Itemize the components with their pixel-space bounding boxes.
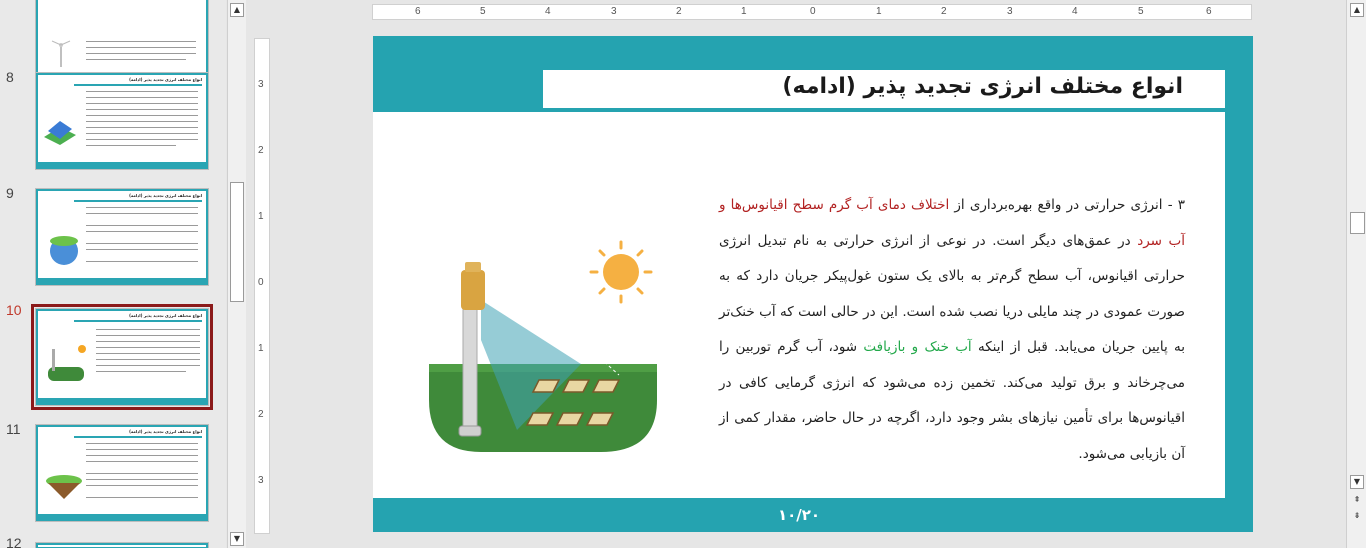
ruler-label: 1 xyxy=(741,6,747,17)
ruler-label: 5 xyxy=(1138,6,1144,17)
scroll-up-button[interactable]: ▲ xyxy=(230,3,244,17)
ruler-label: 4 xyxy=(545,6,551,17)
thumbnail-title: انواع مختلف انرژی تجدید پذیر (ادامه) xyxy=(74,428,202,438)
title-box[interactable] xyxy=(544,70,1225,108)
title-accent-block xyxy=(373,70,543,108)
ruler-label: 0 xyxy=(258,277,264,288)
ruler-label: 1 xyxy=(258,343,264,354)
solar-panel-icon xyxy=(40,113,80,153)
slide-number: 8 xyxy=(6,69,14,85)
vertical-ruler xyxy=(254,38,270,534)
thumbnail-title: انواع مختلف انرژی تجدید پذیر (ادامه) xyxy=(74,192,202,202)
ruler-label: 3 xyxy=(1007,6,1013,17)
ruler-label: 3 xyxy=(611,6,617,17)
thumbnail-title: انواع مختلف انرژی تجدید پذیر (ادامه) xyxy=(74,76,202,86)
body-text-segment: ۳ - انرژی حرارتی در واقع بهره‌برداری از xyxy=(949,197,1185,213)
slide-body-text[interactable] xyxy=(719,188,1185,472)
ruler-label: 2 xyxy=(676,6,682,17)
thumbnail-scrollbar[interactable] xyxy=(227,0,246,548)
slide-thumbnail[interactable] xyxy=(35,542,209,548)
slide-thumbnail[interactable] xyxy=(35,424,209,522)
slide-content-area xyxy=(373,70,1225,498)
highlight-red-text: اختلاف دمای آب گرم سطح اقیانوس‌ها و آب سرد xyxy=(719,197,1185,249)
slide-thumbnail-selected[interactable] xyxy=(35,308,209,406)
slide-number: 11 xyxy=(6,421,21,437)
slide-number: 12 xyxy=(6,535,22,548)
ocean-thermal-icon xyxy=(44,339,88,387)
scrollbar-thumb[interactable] xyxy=(230,182,244,302)
ruler-label: 0 xyxy=(810,6,816,17)
ruler-label: 3 xyxy=(258,475,264,486)
title-underline xyxy=(373,108,1225,112)
wind-turbine-icon xyxy=(44,39,78,67)
ruler-label: 2 xyxy=(941,6,947,17)
thumbnail-title: انواع مختلف انرژی تجدید پذیر (ادامه) xyxy=(74,312,202,322)
ruler-label: 1 xyxy=(876,6,882,17)
highlight-green-text: آب خنک و بازیافت xyxy=(863,339,972,355)
editor-scrollbar[interactable] xyxy=(1346,0,1366,548)
ocean-thermal-illustration[interactable] xyxy=(421,230,661,464)
slide-thumbnail[interactable] xyxy=(35,188,209,286)
ruler-label: 4 xyxy=(1072,6,1078,17)
floating-island-icon xyxy=(44,467,84,505)
horizontal-ruler xyxy=(372,4,1252,20)
ruler-label: 2 xyxy=(258,409,264,420)
slide-title[interactable]: انواع مختلف انرژی تجدید پذیر (ادامه) xyxy=(782,74,1183,99)
body-text-segment: شود، آب گرم توربین را می‌چرخاند و برق تولید می‌کند. تخمین زده می‌شود که انرژی گرمایی کافی در اقیانوس‌ها برای تأمین نیازهای بشر وجود دارد، اگرچه در حال حاضر، مقدار کمی از آن بازیابی می‌شود. xyxy=(719,339,1185,462)
ruler-label: 3 xyxy=(258,79,264,90)
scroll-down-button[interactable]: ▼ xyxy=(1350,475,1364,489)
slide-thumbnail[interactable] xyxy=(35,72,209,170)
slide-number: 9 xyxy=(6,185,14,201)
sun-icon xyxy=(591,242,651,302)
ruler-label: 1 xyxy=(258,211,264,222)
scroll-down-button[interactable]: ▼ xyxy=(230,532,244,546)
ruler-label: 6 xyxy=(415,6,421,17)
slide-canvas[interactable] xyxy=(373,36,1253,532)
ruler-label: 6 xyxy=(1206,6,1212,17)
ruler-label: 2 xyxy=(258,145,264,156)
globe-icon xyxy=(44,229,84,273)
ruler-label: 5 xyxy=(480,6,486,17)
slide-page-number: ۱۰/۲۰ xyxy=(777,506,821,524)
slide-thumbnail-pane xyxy=(0,0,226,548)
slide-number: 10 xyxy=(6,302,22,318)
next-slide-button[interactable]: ⇟ xyxy=(1353,511,1361,520)
scroll-up-button[interactable]: ▲ xyxy=(1350,3,1364,17)
scrollbar-thumb[interactable] xyxy=(1350,212,1365,234)
previous-slide-button[interactable]: ⇞ xyxy=(1353,495,1361,504)
body-text-segment: در عمق‌های دیگر است. در نوعی از انرژی حرارتی به نام تبدیل انرژی حرارتی اقیانوس، آب سطح گرم‌تر به بالای یک ستون غول‌پیکر جریان دارد که به صورت عمودی در چند مایلی دریا نصب شده است. این در حالی است که آب خنک‌تر به پایین جریان می‌یابد. قبل از اینکه xyxy=(719,232,1185,355)
